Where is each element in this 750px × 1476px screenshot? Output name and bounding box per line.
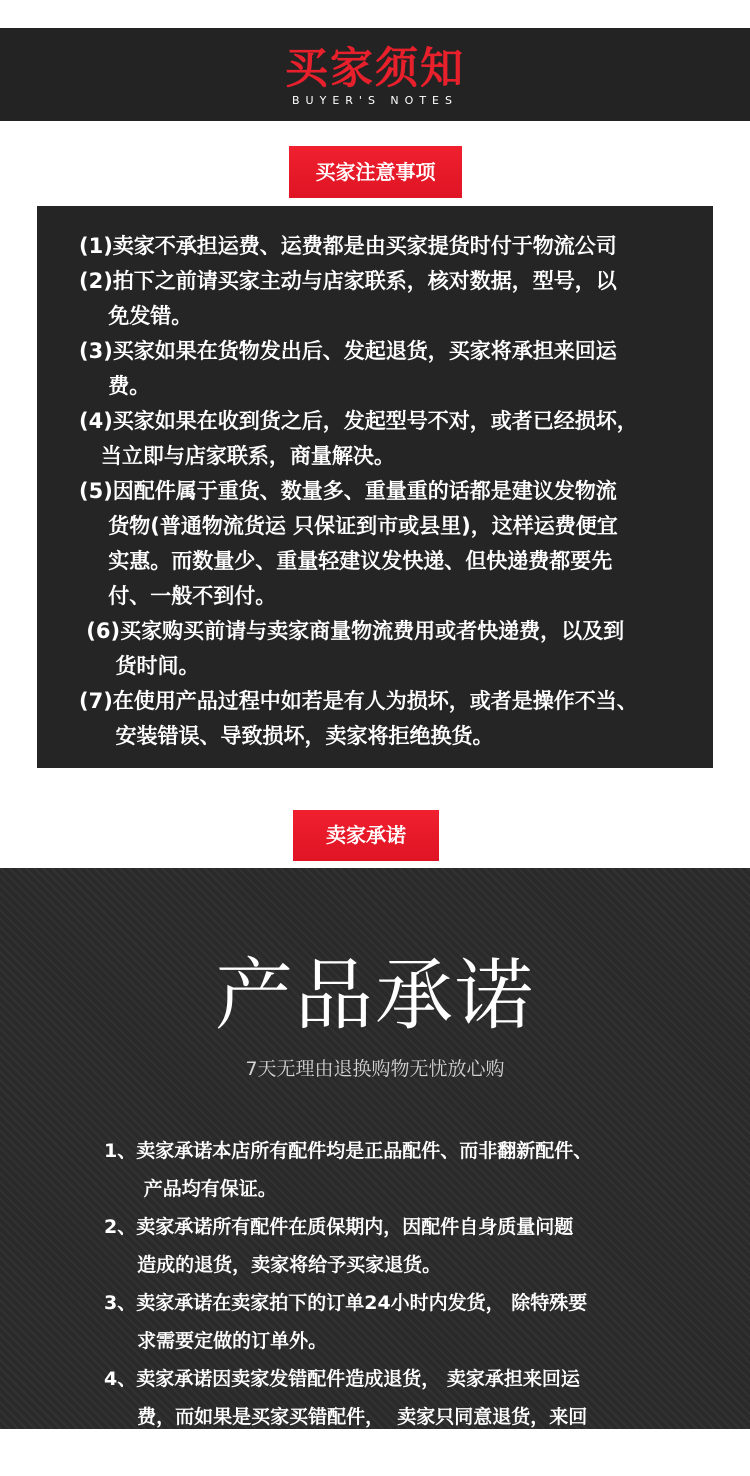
promise-line: 2、卖家承诺所有配件在质保期内，因配件自身质量问题 [104,1216,574,1238]
promise-line: 产品均有保证。 [104,1178,277,1200]
promise-line: 3、卖家承诺在卖家拍下的订单24小时内发货， 除特殊要 [104,1292,588,1314]
promise-line: 1、卖家承诺本店所有配件均是正品配件、而非翻新配件、 [104,1140,593,1162]
note-line: 付、一般不到付。 [79,584,277,608]
note-line: (7)在使用产品过程中如若是有人为损坏，或者是操作不当、 [79,689,638,713]
promise-line: 费，而如果是买家买错配件， 卖家只同意退货，来回 [104,1406,588,1428]
promise-line: 求需要定做的订单外。 [104,1330,328,1352]
promise-list [104,1134,724,1476]
promise-section-label: 卖家承诺 [293,810,439,861]
note-line: (3)买家如果在货物发出后、发起退货，买家将承担来回运 [79,339,617,363]
promise-subtitle: 7天无理由退换购物无忧放心购 [245,1058,505,1080]
note-line: (6)买家购买前请与卖家商量物流费用或者快递费，以及到 [79,619,625,643]
header-title: 买家须知 [285,44,465,94]
notes-section-label: 买家注意事项 [289,146,462,198]
promise-line: 4、卖家承诺因卖家发错配件造成退货， 卖家承担来回运 [104,1368,580,1390]
note-line: 实惠。而数量少、重量轻建议发快递、但快递费都要先 [79,549,613,573]
promise-line: 运费由买家承担。 [104,1444,290,1466]
note-line: 安装错误、导致损坏，卖家将拒绝换货。 [79,724,494,748]
promise-title: 产品承诺 [214,951,535,1041]
buyers-notes-header [0,28,750,121]
note-line: (5)因配件属于重货、数量多、重量重的话都是建议发物流 [79,479,617,503]
note-line: 费。 [79,374,151,398]
header-subtitle: BUYER'S NOTES [292,94,458,107]
note-line: 货时间。 [79,654,200,678]
promise-section [0,868,750,1466]
note-line: (1)卖家不承担运费、运费都是由买家提货时付于物流公司 [79,234,617,258]
promise-line: 造成的退货，卖家将给予买家退货。 [104,1254,442,1276]
note-line: 货物(普通物流货运 只保证到市或县里)，这样运费便宜 [79,514,618,538]
notes-list [79,229,699,754]
notes-box [37,206,713,768]
note-line: 当立即与店家联系，商量解决。 [79,444,395,468]
note-line: 免发错。 [79,304,193,328]
note-line: (2)拍下之前请买家主动与店家联系，核对数据，型号，以 [79,269,617,293]
note-line: (4)买家如果在收到货之后，发起型号不对，或者已经损坏， [79,409,638,433]
